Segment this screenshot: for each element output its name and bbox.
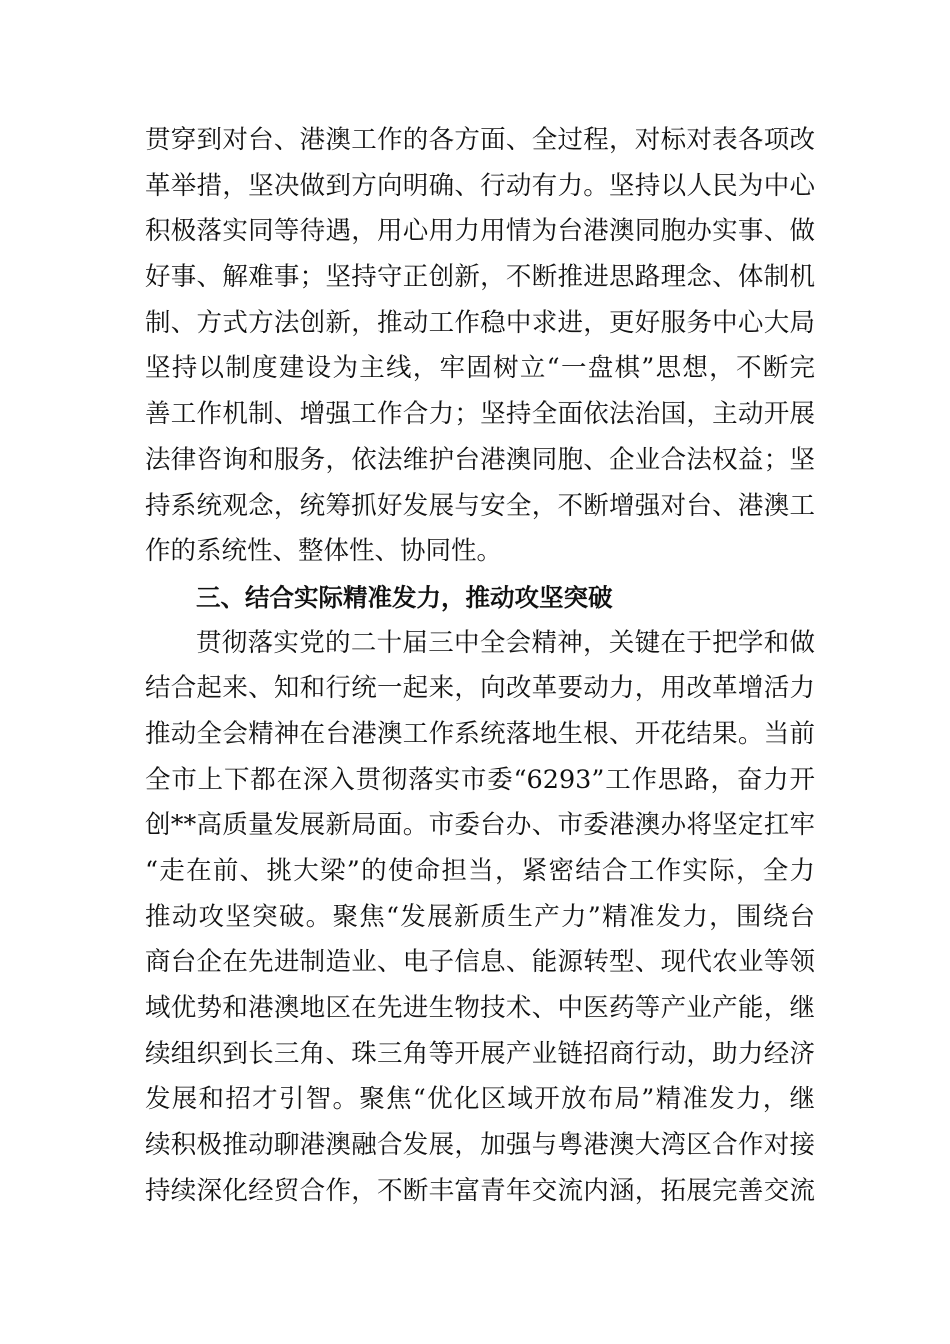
text-line: 创**高质量发展新局面。市委台办、市委港澳办将坚定扛牢 (145, 810, 815, 841)
text-line: 持系统观念，统筹抓好发展与安全，不断增强对台、港澳工 (145, 490, 815, 521)
text-line: “走在前、挑大梁”的使命担当，紧密结合工作实际，全力 (145, 856, 815, 886)
section-heading: 三、结合实际精准发力，推动攻坚突破 (196, 582, 613, 612)
text-line: 积极落实同等待遇，用心用力用情为台港澳同胞办实事、做 (145, 216, 815, 247)
body-text (145, 118, 815, 1215)
text-line: 制、方式方法创新，推动工作稳中求进，更好服务中心大局 (145, 307, 815, 338)
paragraph-first-line: 贯彻落实党的二十届三中全会精神，关键在于把学和做 (196, 627, 815, 658)
text-line: 贯穿到对台、港澳工作的各方面、全过程，对标对表各项改 (145, 125, 815, 155)
text-line: 域优势和港澳地区在先进生物技术、中医药等产业产能，继 (145, 993, 815, 1024)
text-line: 持续深化经贸合作，不断丰富青年交流内涵，拓展完善交流 (145, 1175, 815, 1206)
text-line: 全市上下都在深入贯彻落实市委“6293”工作思路，奋力开 (145, 764, 815, 795)
text-line: 推动攻坚突破。聚焦“发展新质生产力”精准发力，围绕台 (145, 901, 815, 932)
text-line: 好事、解难事；坚持守正创新，不断推进思路理念、体制机 (145, 262, 815, 293)
text-line: 推动全会精神在台港澳工作系统落地生根、开花结果。当前 (145, 718, 815, 749)
text-line: 续组织到长三角、珠三角等开展产业链招商行动，助力经济 (145, 1038, 815, 1069)
text-line: 作的系统性、整体性、协同性。 (145, 536, 503, 567)
text-line: 商台企在先进制造业、电子信息、能源转型、现代农业等领 (145, 947, 815, 978)
text-line: 结合起来、知和行统一起来，向改革要动力，用改革增活力 (145, 673, 815, 704)
text-line: 坚持以制度建设为主线，牢固树立“一盘棋”思想，不断完 (145, 353, 815, 384)
text-line: 法律咨询和服务，依法维护台港澳同胞、企业合法权益；坚 (145, 444, 815, 475)
text-line: 革举措，坚决做到方向明确、行动有力。坚持以人民为中心 (145, 170, 815, 201)
text-line: 善工作机制、增强工作合力；坚持全面依法治国，主动开展 (145, 399, 815, 430)
text-line: 发展和招才引智。聚焦“优化区域开放布局”精准发力，继 (145, 1084, 815, 1115)
text-line: 续积极推动聊港澳融合发展，加强与粤港澳大湾区合作对接 (145, 1130, 815, 1161)
